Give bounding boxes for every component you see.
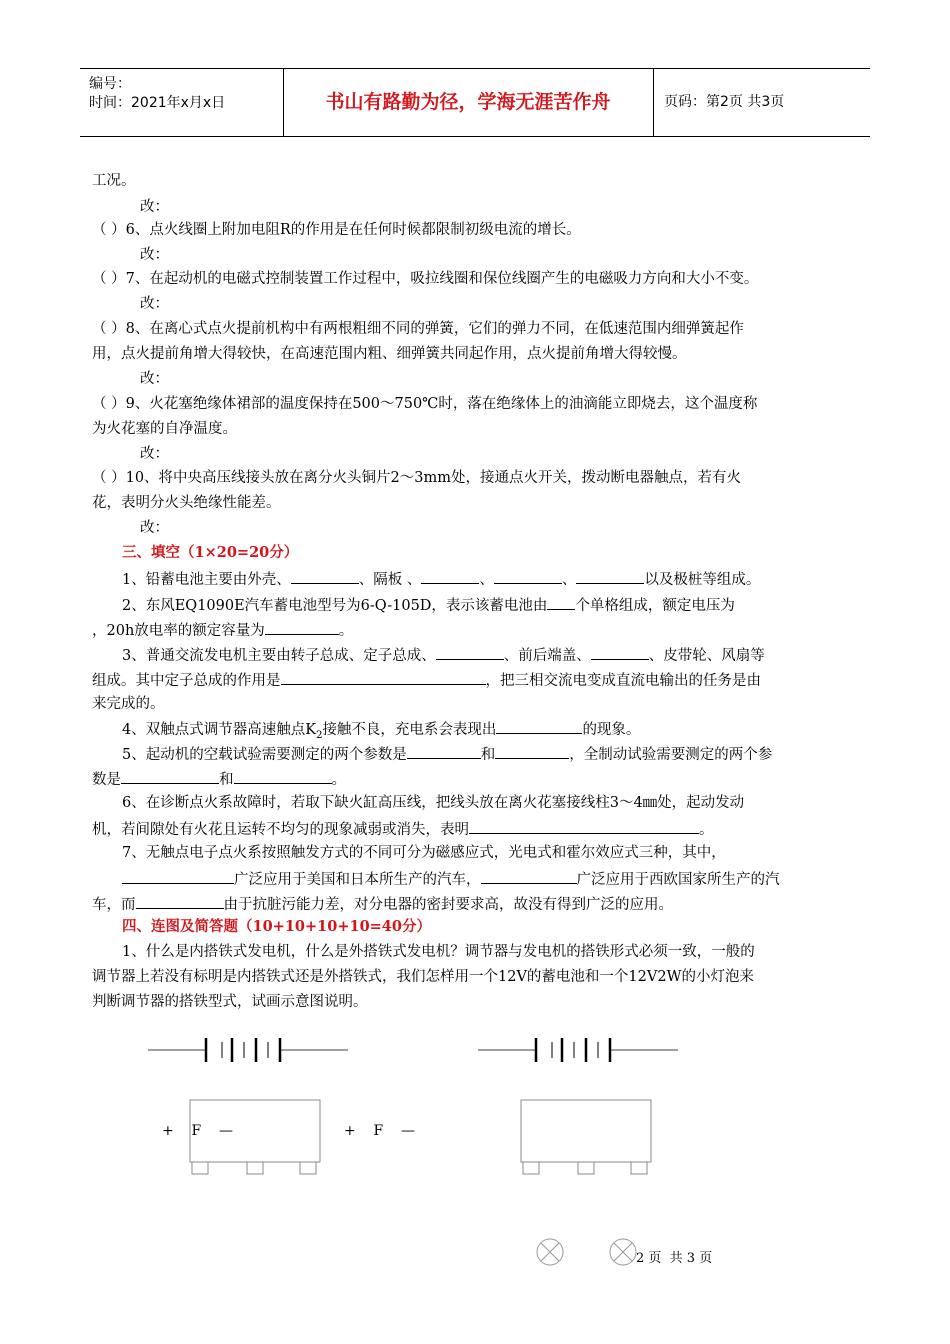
answer-blank[interactable] <box>234 768 332 784</box>
answer-blank[interactable] <box>421 568 479 584</box>
answer-blank[interactable] <box>494 568 562 584</box>
q5-text: 和 <box>219 772 234 788</box>
q3-text: ，把三相交流电变成直流电输出的任务是由 <box>485 673 761 689</box>
q3-text: 3、普通交流发电机主要由转子总成、定子总成、 <box>122 648 436 664</box>
correction-label: 改： <box>140 296 169 312</box>
circuit-diagram <box>0 1020 950 1190</box>
answer-blank[interactable] <box>481 868 577 884</box>
fill-question-1 <box>122 568 760 590</box>
essay-question-1-cont: 调节器上若没有标明是内搭铁式还是外搭铁式，我们怎样用一个12V的蓄电池和一个12V2W的小灯泡来 <box>92 969 754 985</box>
q7-text: 由于抗脏污能力差，对分电器的密封要求高，故没有得到广泛的应用。 <box>223 897 673 913</box>
question-10-cont: 花，表明分火头绝缘性能差。 <box>92 495 281 511</box>
header-motto: 书山有路勤为径，学海无涯苦作舟 <box>283 69 654 136</box>
regulator-box-right <box>521 1100 651 1174</box>
q1-text: 以及极桩等组成。 <box>644 572 761 588</box>
q1-text: 、 <box>479 572 494 588</box>
q3-text: 、前后端盖、 <box>503 648 591 664</box>
footer-circle-x-icon <box>535 1237 565 1267</box>
section-4-title: 四、连图及简答题（10+10+10+10=40分） <box>122 918 431 935</box>
answer-blank[interactable] <box>121 768 219 784</box>
q3-text: 、皮带轮、风扇等 <box>648 648 765 664</box>
fill-question-7-end <box>92 893 673 915</box>
answer-blank[interactable] <box>122 868 234 884</box>
answer-blank[interactable] <box>291 568 359 584</box>
section-3-title: 三、填空（1×20=20分） <box>122 544 299 561</box>
q5-text: 。 <box>331 772 346 788</box>
q4-text: 4、双触点式调节器高速触点K <box>122 722 317 738</box>
essay-question-1: 1、什么是内搭铁式发电机，什么是外搭铁式发电机？调节器与发电机的搭铁形式必须一致，一般的 <box>122 944 755 960</box>
q6-text: 。 <box>699 822 714 838</box>
answer-blank[interactable] <box>591 644 649 660</box>
question-8-cont: 用，点火提前角增大得较快，在高速范围内粗、细弹簧共同起作用，点火提前角增大得较慢。 <box>92 346 687 362</box>
correction-label: 改： <box>140 520 169 536</box>
q1-text: 、 <box>561 572 577 588</box>
answer-blank[interactable] <box>281 669 486 685</box>
text-line: 工况。 <box>92 173 136 189</box>
fill-question-2 <box>122 594 735 616</box>
question-8: （ ）8、在离心式点火提前机构中有两根粗细不同的弹簧，它们的弹力不同，在低速范围内细弹簧起作 <box>92 321 744 337</box>
q7-text: 广泛应用于西欧国家所生产的汽 <box>576 872 780 888</box>
correction-label: 改： <box>140 247 169 263</box>
question-6: （ ）6、点火线圈上附加电阻R的作用是在任何时候都限制初级电流的增长。 <box>92 222 581 238</box>
fill-question-6-cont <box>92 818 714 840</box>
q2-text: 个单格组成，额定电压为 <box>575 598 735 614</box>
essay-question-1-end: 判断调节器的搭铁型式，试画示意图说明。 <box>92 994 368 1010</box>
footer-circle-x-icon <box>608 1237 638 1267</box>
terminal-labels-right: + F — <box>344 1123 416 1139</box>
correction-label: 改： <box>140 199 169 215</box>
q2-text: 。 <box>338 623 354 639</box>
answer-blank[interactable] <box>576 568 644 584</box>
answer-blank[interactable] <box>469 818 699 834</box>
doc-number: 编号： <box>89 76 131 92</box>
q7-text: 广泛应用于美国和日本所生产的汽车， <box>234 872 481 888</box>
fill-question-4 <box>122 718 640 746</box>
fill-question-7-cont <box>92 868 780 890</box>
q2-text: ，20h放电率的额定容量为 <box>92 623 265 639</box>
q4-text: 接触不良，充电系会表现出 <box>322 722 497 738</box>
question-7: （ ）7、在起动机的电磁式控制装置工作过程中，吸拉线圈和保位线圈产生的电磁吸力方向和大小不变。 <box>92 271 759 287</box>
header-meta <box>80 69 284 136</box>
q5-text: 数是 <box>92 772 121 788</box>
fill-question-6: 6、在诊断点火系故障时，若取下缺火缸高压线，把线头放在离火花塞接线柱3～4㎜处，起动发动 <box>122 795 745 811</box>
question-9: （ ）9、火花塞绝缘体裙部的温度保持在500～750℃时，落在绝缘体上的油滴能立即烧去，这个温度称 <box>92 396 758 412</box>
question-10: （ ）10、将中央高压线接头放在离分火头铜片2～3mm处，接通点火开关，拨动断电器触点，若有火 <box>92 470 742 486</box>
terminal-labels-left: + F — <box>162 1123 234 1139</box>
answer-blank[interactable] <box>496 718 582 734</box>
subscript: 2 <box>316 729 323 741</box>
correction-label: 改： <box>140 446 169 462</box>
fill-question-5-cont <box>92 768 346 790</box>
page-header <box>80 68 870 137</box>
q5-text: 5、起动机的空载试验需要测定的两个参数是 <box>122 747 407 763</box>
q6-text: 机，若间隙处有火花且运转不均匀的现象减弱或消失，表明 <box>92 822 469 838</box>
battery-right <box>478 1038 678 1062</box>
q1-text: 1、铅蓄电池主要由外壳、 <box>122 572 291 588</box>
correction-label: 改： <box>140 371 169 387</box>
q3-text: 组成。其中定子总成的作用是 <box>92 673 281 689</box>
answer-blank[interactable] <box>136 893 224 909</box>
answer-blank[interactable] <box>495 743 569 759</box>
footer-page-number: 2 页 共 3 页 <box>636 1251 713 1266</box>
q5-text: 和 <box>480 747 496 763</box>
q5-text: ，全制动试验需要测定的两个参 <box>569 747 773 763</box>
fill-question-3-end: 来完成的。 <box>92 696 165 712</box>
q2-text: 2、东风EQ1090E汽车蓄电池型号为6-Q-105D，表示该蓄电池由 <box>122 598 548 614</box>
battery-left <box>148 1038 348 1062</box>
doc-date: 时间：2021年x月x日 <box>89 95 226 111</box>
fill-question-7: 7、无触点电子点火系按照触发方式的不同可分为磁感应式，光电式和霍尔效应式三种，其中， <box>122 845 726 861</box>
header-page-info: 页码：第2页 共3页 <box>664 94 785 110</box>
answer-blank[interactable] <box>436 644 504 660</box>
q1-text: 、隔板 、 <box>358 572 422 588</box>
answer-blank[interactable] <box>265 619 339 635</box>
q7-text: 车，而 <box>92 897 136 913</box>
answer-blank[interactable] <box>547 594 575 610</box>
answer-blank[interactable] <box>407 743 481 759</box>
fill-question-5 <box>122 743 772 765</box>
question-9-cont: 为火花塞的自净温度。 <box>92 421 237 437</box>
fill-question-3-cont <box>92 669 761 691</box>
q4-text: 的现象。 <box>582 722 641 738</box>
fill-question-2-cont <box>92 619 353 641</box>
fill-question-3 <box>122 644 765 666</box>
